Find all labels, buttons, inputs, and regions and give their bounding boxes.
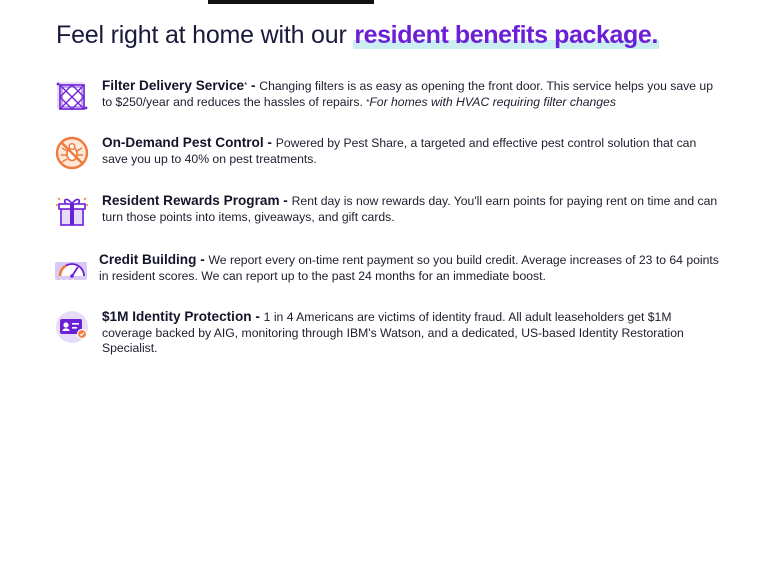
benefit-description: Powered by Pest Share, a targeted and effective pest control solution that can save you up to 40% on pest treatments. — [102, 136, 697, 166]
benefit-description: Rent day is now rewards day. You'll earn points for paying rent on time and can turn those points into items, giveaways, and gift cards. — [102, 194, 718, 224]
id-card-icon — [54, 309, 90, 345]
benefit-title: Credit Building — [99, 252, 197, 267]
benefit-text — [102, 193, 722, 225]
benefit-title-mark: * — [244, 81, 248, 90]
benefit-title: Filter Delivery Service — [102, 78, 245, 93]
benefit-note-mark: * — [366, 97, 370, 107]
benefit-separator: - — [196, 252, 209, 267]
benefit-separator: - — [279, 193, 292, 208]
benefit-description: We report every on-time rent payment so you build credit. Average increases of 23 to 64 points in resident scores. We can report up to the past 24 months for an immediate boost. — [99, 253, 719, 283]
benefit-text — [99, 252, 722, 284]
benefit-footnote: For homes with HVAC requiring filter changes — [369, 94, 616, 109]
benefit-text — [102, 135, 722, 167]
credit-gauge-icon — [54, 252, 90, 288]
page-headline — [56, 21, 659, 50]
headline-highlight: resident benefits package. — [354, 21, 658, 49]
benefit-separator: - — [247, 78, 260, 93]
benefit-title: Resident Rewards Program — [102, 193, 280, 208]
benefit-separator: - — [251, 309, 264, 324]
benefit-title: On-Demand Pest Control — [102, 135, 264, 150]
benefit-description: Changing filters is as easy as opening the front door. This service helps you save up to $250/year and reduces the hassles of repairs. — [102, 79, 713, 109]
top-divider-bar — [208, 0, 374, 4]
benefit-description: 1 in 4 Americans are victims of identity fraud. All adult leaseholders get $1M coverage backed by AIG, monitoring through IBM's Watson, and a dedicated, US-based Identity Restoration Specialist. — [102, 310, 684, 355]
headline-text: Feel right at home with our — [56, 21, 354, 49]
air-filter-icon — [54, 78, 90, 114]
gift-icon — [54, 193, 90, 229]
benefit-title: $1M Identity Protection — [102, 309, 252, 324]
benefit-text — [102, 78, 722, 110]
no-bugs-icon — [54, 135, 90, 171]
benefit-text — [102, 309, 722, 357]
benefit-separator: - — [263, 135, 276, 150]
